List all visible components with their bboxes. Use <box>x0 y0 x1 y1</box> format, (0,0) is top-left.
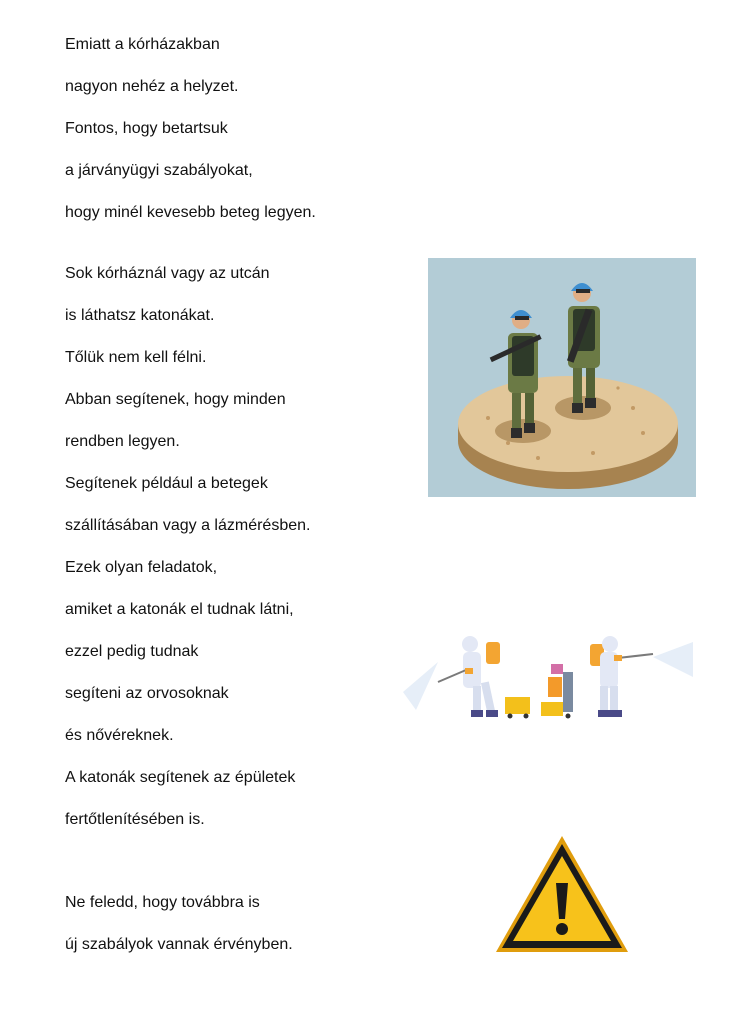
text-line: Tőlük nem kell félni. <box>65 349 207 366</box>
text-line: szállításában vagy a lázmérésben. <box>65 517 311 534</box>
text-line: fertőtlenítésében is. <box>65 811 205 828</box>
text-line: Ezek olyan feladatok, <box>65 559 218 576</box>
text-line: nagyon nehéz a helyzet. <box>65 78 239 95</box>
text-line: A katonák segítenek az épületek <box>65 769 296 786</box>
text-line: Emiatt a kórházakban <box>65 36 220 53</box>
text-line: is láthatsz katonákat. <box>65 307 215 324</box>
disinfection-illustration <box>398 582 696 772</box>
text-line: Ne feledd, hogy továbbra is <box>65 894 260 911</box>
text-line: amiket a katonák el tudnak látni, <box>65 601 294 618</box>
text-line: és nővéreknek. <box>65 727 174 744</box>
text-line: Abban segítenek, hogy minden <box>65 391 286 408</box>
text-line: ezzel pedig tudnak <box>65 643 199 660</box>
text-line: a járványügyi szabályokat, <box>65 162 253 179</box>
text-line: Segítenek például a betegek <box>65 475 268 492</box>
text-line: hogy minél kevesebb beteg legyen. <box>65 204 316 221</box>
text-line: rendben legyen. <box>65 433 180 450</box>
text-line: Fontos, hogy betartsuk <box>65 120 228 137</box>
text-line: Sok kórháznál vagy az utcán <box>65 265 270 282</box>
text-line: segíteni az orvosoknak <box>65 685 229 702</box>
warning-sign-icon <box>490 828 635 968</box>
soldiers-illustration <box>428 258 696 497</box>
text-line: új szabályok vannak érvényben. <box>65 936 293 953</box>
